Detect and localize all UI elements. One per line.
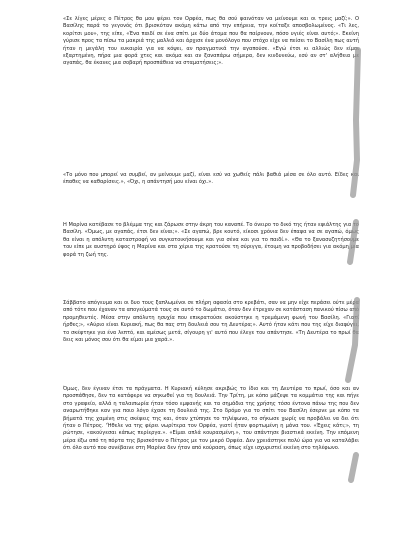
paragraph-5: Όμως, δεν έγιναν έτσι τα πράγματα. Η Κυριακή κύλησε ακριβώς το ίδιο και τη Δευτέρα το πρωί, όσο και αν προσπάθησε, δεν τα κατάφερε να σηκωθεί για τη δουλειά. Την Τρίτη, με κόπο μάζεψε τα κομμάτια της και πήγε στο γραφείο, αλλά η ταλαιπωρία ήταν τόσο εμφανής και τα σημάδια της χρήσης τόσο έντονα πάνω της που δεν αναρωτήθηκε καν για ποιο λόγο έχασε τη δουλειά της. Στο δρόμο για το σπίτι του Βασίλη έσερνε με κόπο τα βήματά της χαμένη στις σκέψεις της και, όταν χτύπησε το τηλέφωνο, το σήκωσε χωρίς να προβάλει να δει ότι ήταν ο Πέτρος. 'Ήθελε να της φέρει νωρίτερα τον Ορφέα, γιατί ήταν φορτωμένη η μάνα του. «Έχεις κάτι;», τη ρώτησε, «ακούγεσαι κάπως περίεργα.». «Είμαι απλά κουρασμένη.», του απάντησε βιαστικά εκείνη. Την επόμενη μέρα έξω από τη πόρτα της βρισκόταν ο Πέτρος με τον μικρό Ορφέα. Δεν χρειάστηκε πολύ ώρα για να καταλάβει ότι όλο αυτό που συνέβαινε στη Μαρίνα δεν ήταν από κούραση, όπως είχε ισχυριστεί εκείνη στο τηλέφωνο. <box>63 386 359 452</box>
paragraph-1: «Σε λίγες μέρες ο Πέτρος θα μου φέρει τον Ορφέα, πως θα σού φαινόταν να μείνουμε και οι τρεις μαζί;». Ο Βασίλης παρά το γεγονός ότι βρισκόταν ακόμη κάτω από την επήρεια, την κοίταξε αποσβολωμένος. «Τι λες, κορίτσι μου», της είπε, «Ένα παιδί σε ένα σπίτι με δύο άτομα που θα παίρνουν, πόσο υγιές είναι αυτό;». Εκείνη γύρισε προς τα πίσω τα μακριά της μαλλιά και άρχισε ένα μονόλογο που στόχο είχε να πείσει το Βασίλη πως αυτή ήταν η μεγάλη του ευκαιρία για να κόψει, αν πραγματικά την αγαπούσε. «Εγώ έτσι κι αλλιώς δεν είμαι εξαρτημένη, πήρα μια φορά χτες και ακόμα και αν ξαναπάρω σήμερα, δεν κινδυνεύω, εσύ αν στ' αλήθεια με αγαπάς, θα έκανες μια σοβαρή προσπάθεια να σταματήσεις;». <box>63 16 359 67</box>
pen-stroke-bottom <box>351 455 356 480</box>
paragraph-3: Η Μαρίνα κατέβασε το βλέμμα της και ζάρωσε στην άκρη του καναπέ. Το όνειρο το δικό της ήταν εφιάλτης για το Βασίλη. «Όμως, με αγαπάς, έτσι δεν είναι;». «Σε αγαπώ, βρε κουτό, είκοσι χρόνια δεν έπαψα να σε αγαπώ, όμως θα είναι η απόλυτη καταστροφή να συγκατοικήσουμε και για σένα και για το παιδί.». «Θα το ξανασυζητήσουμε του είπε με αυστηρό ύφος η Μαρίνα και στα χέρια της κρατούσε τη σύριγγα, έτοιμη να προβοδήσει για ακόμη μια φορά τη ζωή της. <box>63 222 359 258</box>
pen-stroke-upper-middle <box>350 222 356 262</box>
pen-stroke-lower-middle <box>348 300 357 380</box>
paragraph-2: «Το μόνο που μπορεί να συμβεί, αν μείνουμε μαζί, είναι εσύ να χωθείς πάλι βαθιά μέσα σε όλο αυτό. Είδες και έπαθες να καθαρίσεις.», «Όχι, η απάντησή μου είναι όχι.». <box>63 172 359 186</box>
pen-stroke-top <box>353 50 358 195</box>
paragraph-4: Σάββατο απόγευμα και οι δυο τους ξαπλωμένοι σε πλήρη αφασία στο κρεβάτι, σαν να μην είχε περάσει ούτε μέρα από τότε που έχαναν τα απογεύματά τους σε αυτό το δωμάτιο, όταν δεν έτρεχαν σε κατάσταση πανικού πίσω από προμηθευτές. Μέσα στην απόλυτη ησυχία που επικρατούσε ακούστηκε η τρεμάμενη φωνή του Βασίλη. «Γιατί ήρθες;», «Αύριο είναι Κυριακή, πως θα πας στη δουλειά σου τη Δευτέρα;». Αυτό ήταν κάτι που της είχε διαφύγει, το σκέφτηκε για ένα λεπτό, και αμέσως μετά, σίγουρη γι' αυτό που έλεγε του απάντησε. «Τη Δευτέρα το πρωί θα δεις και μόνος σου ότι θα είμαι μια χαρά.». <box>63 300 359 344</box>
